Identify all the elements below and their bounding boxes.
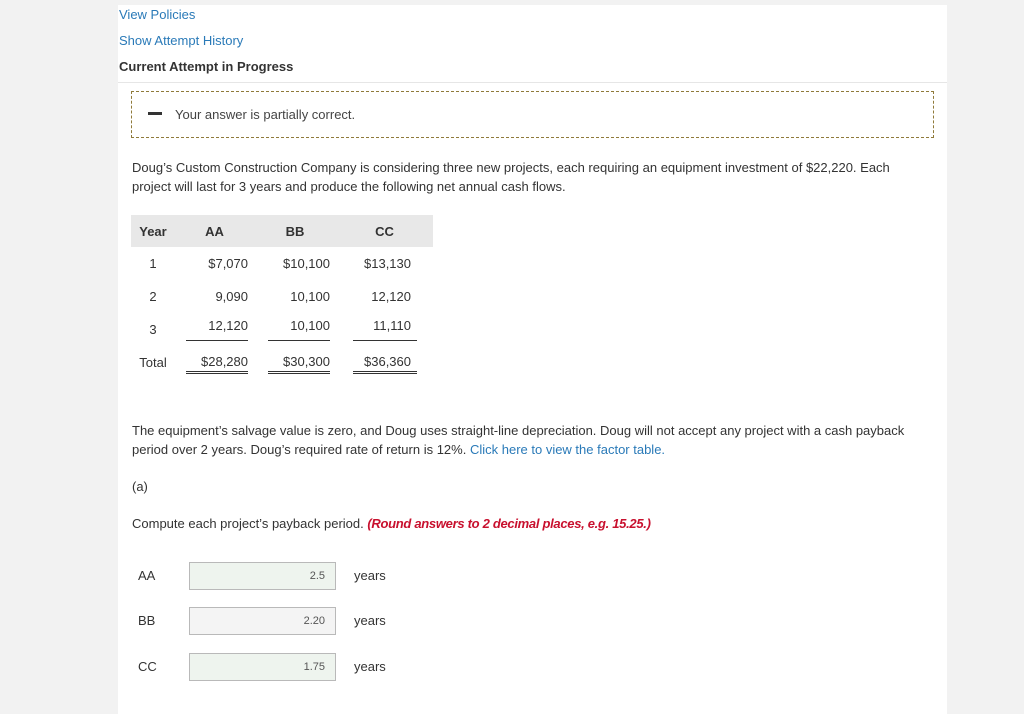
feedback-message: Your answer is partially correct. [175, 107, 356, 122]
problem-intro: Doug’s Custom Construction Company is considering three new projects, each requiring an equipment investment of $22,220. Each project will last for 3 years and produce the following net annual cash flows. [132, 160, 890, 194]
cash-flow-table [131, 215, 433, 379]
details-text: The equipment’s salvage value is zero, and Doug uses straight-line depreciation. Doug will not accept any project with a cash payback period over 2 years. Doug’s required rate of return is 12%. [132, 423, 905, 457]
aa-cell: 12,120 [186, 318, 248, 341]
aa-cell: 9,090 [215, 289, 248, 304]
aa-total-wrap [175, 346, 254, 379]
cc-total: $36,360 [353, 352, 417, 374]
header-aa: AA [175, 215, 254, 247]
answer-label-cc: CC [138, 659, 157, 674]
bb-cell: 10,100 [290, 289, 330, 304]
aa-cell-wrap [175, 313, 254, 346]
attempt-nav [118, 5, 947, 83]
unit-label-aa: years [354, 568, 386, 583]
bb-cell: 10,100 [268, 318, 330, 341]
bb-total-wrap [254, 346, 336, 379]
payback-input-aa[interactable] [189, 562, 336, 590]
aa-total: $28,280 [186, 352, 248, 374]
factor-table-link[interactable]: Click here to view the factor table. [469, 442, 666, 457]
aa-cell: $7,070 [208, 256, 248, 271]
unit-label-bb: years [354, 613, 386, 628]
table-total-row [131, 346, 433, 379]
bb-cell-wrap [254, 313, 336, 346]
table-row [131, 313, 433, 346]
answer-label-bb: BB [138, 613, 156, 628]
part-a-instruction [132, 516, 651, 531]
cc-cell: 11,110 [353, 318, 417, 341]
table-row [131, 280, 433, 313]
payback-input-bb[interactable] [189, 607, 336, 635]
cc-cell: 12,120 [371, 289, 411, 304]
current-attempt-heading: Current Attempt in Progress [119, 59, 294, 74]
header-year: Year [131, 215, 175, 247]
part-a-label: (a) [132, 479, 148, 494]
cc-cell-wrap [336, 313, 433, 346]
table-header-row [131, 215, 433, 247]
bb-total: $30,300 [268, 352, 330, 374]
partial-correct-icon [148, 112, 162, 115]
rounding-note: (Round answers to 2 decimal places, e.g. 15.25.) [367, 516, 651, 531]
answer-label-aa: AA [138, 568, 156, 583]
instruction-text: Compute each project’s payback period. [132, 516, 364, 531]
cc-total-wrap [336, 346, 433, 379]
table-row [131, 247, 433, 280]
header-cc: CC [336, 215, 433, 247]
year-cell: 1 [149, 256, 157, 271]
year-cell: 2 [149, 289, 157, 304]
cc-cell: $13,130 [364, 256, 411, 271]
payback-input-cc[interactable] [189, 653, 336, 681]
problem-details [132, 421, 932, 459]
feedback-banner [131, 91, 934, 138]
header-bb: BB [254, 215, 336, 247]
year-cell: 3 [149, 322, 157, 337]
show-attempt-history-link[interactable]: Show Attempt History [119, 33, 244, 48]
total-label: Total [139, 355, 167, 370]
unit-label-cc: years [354, 659, 386, 674]
bb-cell: $10,100 [283, 256, 330, 271]
view-policies-link[interactable]: View Policies [119, 7, 196, 22]
